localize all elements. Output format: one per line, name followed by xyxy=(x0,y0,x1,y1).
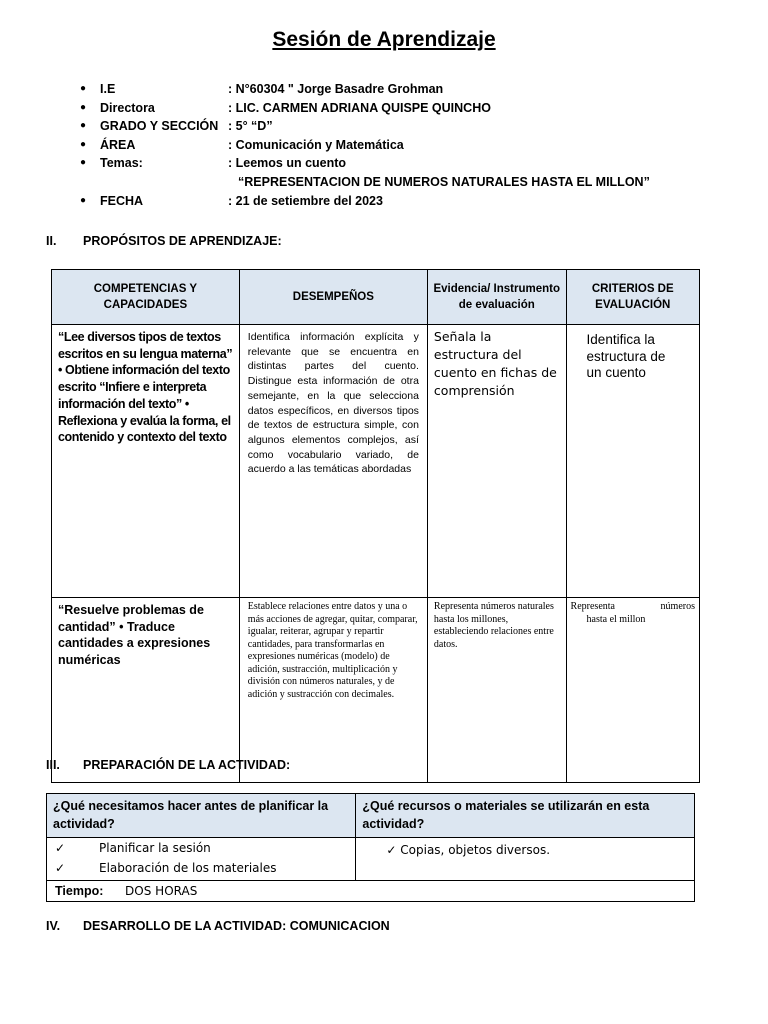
section-title: PROPÓSITOS DE APRENDIZAJE: xyxy=(83,234,282,248)
table-cell xyxy=(47,881,695,902)
purposes-table xyxy=(51,269,700,783)
table-cell xyxy=(566,598,699,783)
evidencia-text: Representa números naturales hasta los millones, estableciendo relaciones entre datos. xyxy=(433,601,554,650)
info-value: : Leemos un cuento xyxy=(228,156,347,171)
bullet-icon: ● xyxy=(80,101,87,113)
page-title: Sesión de Aprendizaje xyxy=(272,28,496,51)
info-label: I.E xyxy=(100,82,116,96)
bullet-icon: ● xyxy=(80,138,87,150)
bullet-icon: ● xyxy=(80,120,87,132)
time-value: DOS HORAS xyxy=(125,884,198,898)
table-header-row xyxy=(47,794,695,838)
table-row xyxy=(47,838,695,881)
list-item-text: Elaboración de los materiales xyxy=(99,861,277,875)
table-row xyxy=(52,598,700,783)
info-label: GRADO Y SECCIÓN xyxy=(100,119,219,134)
bullet-icon: ● xyxy=(80,83,87,94)
bullet-icon: ● xyxy=(80,194,87,206)
criterio-text: Identifica la estructura de un cuento xyxy=(586,332,666,380)
section-title: PREPARACIÓN DE LA ACTIVIDAD: xyxy=(83,758,291,772)
column-header: Evidencia/ Instrumento de evaluación xyxy=(427,270,566,325)
info-value: : Comunicación y Matemática xyxy=(228,137,404,152)
column-header: DESEMPEÑOS xyxy=(239,270,427,325)
evidencia-text: Señala la estructura del cuento en fichas de comprensión xyxy=(433,329,557,398)
info-value: : LIC. CARMEN ADRIANA QUISPE QUINCHO xyxy=(228,100,491,115)
competencia-text: “Lee diversos tipos de textos escritos en su lengua materna” • Obtiene información del texto escrito “Infiere e interpreta información del texto” • Reflexiona y evalúa la forma, el contenido y contexto del texto xyxy=(58,330,233,445)
time-label: Tiempo: xyxy=(55,884,104,898)
table-cell xyxy=(52,325,240,598)
criterio-line: hasta el millon xyxy=(586,613,646,625)
info-value: “REPRESENTACION DE NUMEROS NATURALES HASTA EL MILLON” xyxy=(238,174,650,189)
info-value: : 5° “D” xyxy=(228,119,273,134)
list-item xyxy=(47,858,355,878)
column-header: COMPETENCIAS Y CAPACIDADES xyxy=(52,270,240,325)
table-cell xyxy=(239,598,427,783)
list-item xyxy=(356,838,694,860)
competencia-text: “Resuelve problemas de cantidad” • Traduce cantidades a expresiones numéricas xyxy=(58,603,211,667)
criterio-text xyxy=(567,598,699,629)
info-label: FECHA xyxy=(100,193,144,208)
table-header-row xyxy=(52,270,700,325)
table-cell xyxy=(47,838,356,881)
section-number: IV. xyxy=(46,919,61,933)
section-number: II. xyxy=(46,234,57,248)
section-heading-propositos xyxy=(46,234,282,248)
list-item-text: Planificar la sesión xyxy=(99,841,211,855)
criterio-line: Representa números xyxy=(570,601,695,612)
checkmark-icon: ✓ xyxy=(386,843,397,857)
table-cell xyxy=(427,598,566,783)
info-label: ÁREA xyxy=(100,137,136,152)
info-label: Directora xyxy=(100,100,155,115)
column-header: CRITERIOS DE EVALUACIÓN xyxy=(566,270,699,325)
table-cell xyxy=(52,598,240,783)
desempeno-text: Establece relaciones entre datos y una o más acciones de agregar, quitar, comparar, igualar, reiterar, agrupar y repartir cantidades, para transformarlas en expresiones numéricas (modelo) de adición, sustracción, multiplicación y división con números naturales, y de adición y sustracción con decimales. xyxy=(247,601,418,700)
table-cell xyxy=(427,325,566,598)
preparation-table xyxy=(46,793,695,902)
table-cell xyxy=(239,325,427,598)
info-value: : N°60304 " Jorge Basadre Grohman xyxy=(228,82,444,96)
checkmark-icon: ✓ xyxy=(55,861,66,875)
table-row xyxy=(47,881,695,902)
section-number: III. xyxy=(46,758,60,772)
column-header: ¿Qué recursos o materiales se utilizarán en esta actividad? xyxy=(356,794,695,838)
desempeno-text: Identifica información explícita y relevante que se encuentra en distintas partes del cuento. Distingue esta información de otra semejante, en la que selecciona datos específicos, en diversos tipos de textos de estructura simple, con algunos elementos complejos, así como vocabulario variado, de acuerdo a las temáticas abordadas xyxy=(247,331,419,476)
section-heading-desarrollo xyxy=(46,919,390,933)
table-row xyxy=(52,325,700,598)
info-label: Temas: xyxy=(100,156,143,171)
list-item xyxy=(47,838,355,858)
column-header: ¿Qué necesitamos hacer antes de planificar la actividad? xyxy=(47,794,356,838)
info-value: : 21 de setiembre del 2023 xyxy=(228,193,383,208)
table-cell xyxy=(566,325,699,598)
section-title: DESARROLLO DE LA ACTIVIDAD: COMUNICACION xyxy=(83,919,390,933)
table-cell xyxy=(356,838,695,881)
list-item-text: Copias, objetos diversos. xyxy=(400,843,551,857)
section-heading-preparacion xyxy=(46,758,290,772)
checkmark-icon: ✓ xyxy=(55,841,66,855)
bullet-icon: ● xyxy=(80,157,87,169)
